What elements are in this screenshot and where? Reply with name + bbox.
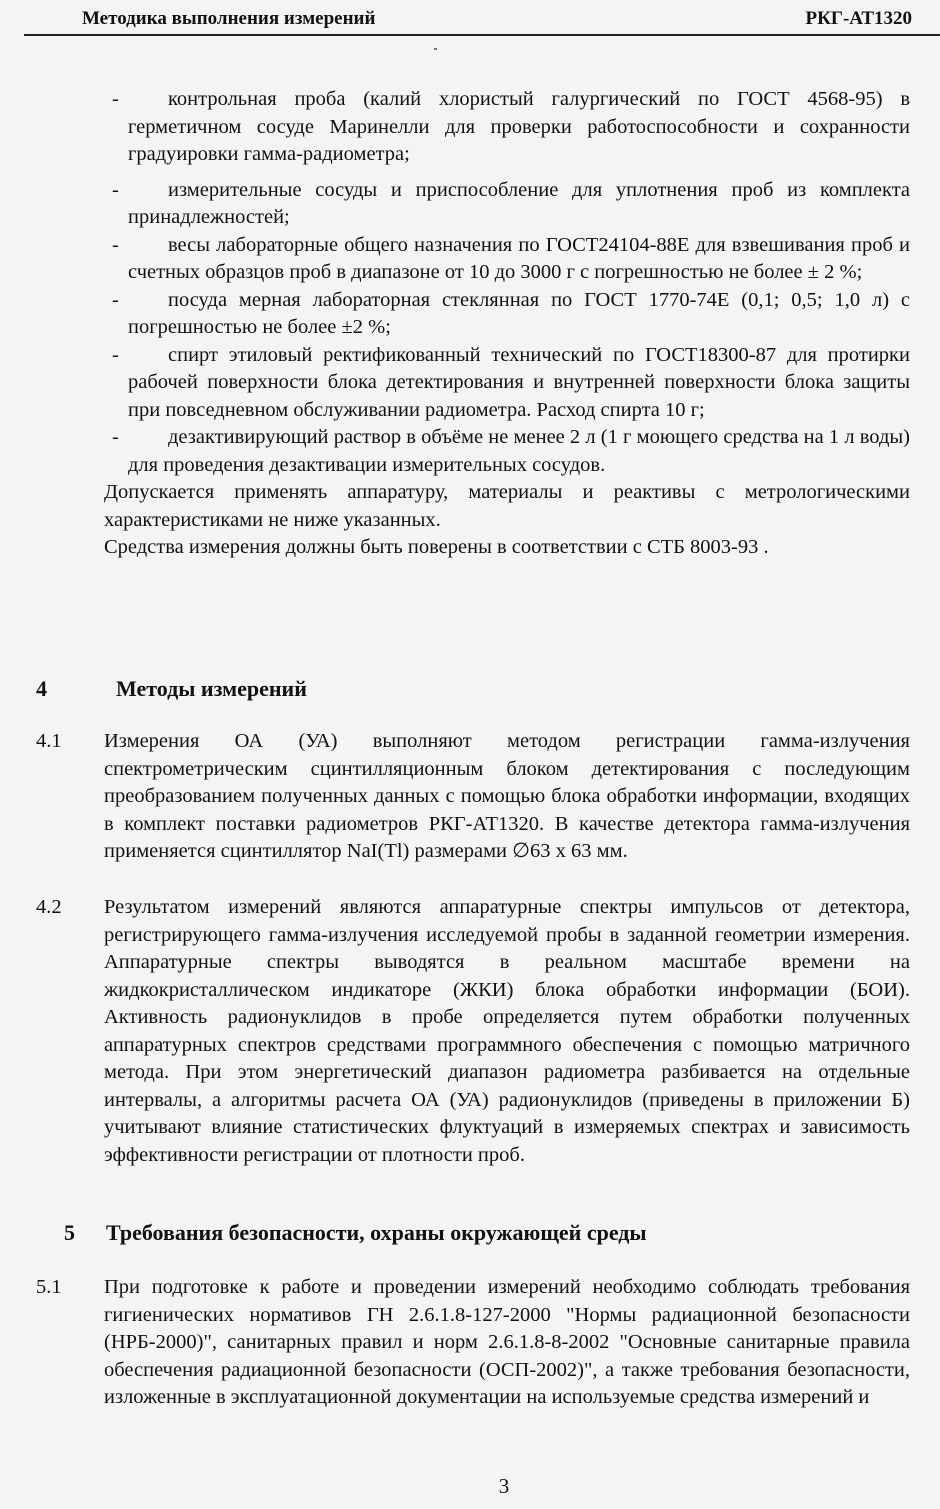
clause-5-1: [36, 1274, 910, 1412]
page-header: [24, 4, 940, 36]
clause-4-2: [36, 894, 910, 1169]
section-title: Методы измерений: [116, 676, 307, 701]
list-item: - дезактивирующий раствор в объёме не менее 2 л (1 г моющего средства на 1 л воды) для проведения дезактивации измерительных сосудов.: [112, 426, 910, 476]
list-item: - измерительные сосуды и приспособление для уплотнения проб из комплекта принадлежностей;: [112, 178, 910, 228]
list-item: - спирт этиловый ректификованный технический по ГОСТ18300-87 для протирки рабочей поверхности блока детектирования и внутренней поверхности блока защиты при повседневном обслуживании радиометра. Расход спирта 10 г;: [112, 343, 910, 421]
list-item-text: спирт этиловый ректификованный технический по ГОСТ18300-87 для протирки рабочей поверхности блока детектирования и внутренней поверхности блока защиты при повседневном обслуживании радиометра. Расход спирта 10 г;: [128, 343, 910, 421]
clause-text: Измерения ОА (УА) выполняют методом регистрации гамма-излучения спектрометрическим сцинтилляционным блоком детектирования с последующим преобразованием полученных данных с помощью блока обработки информации, входящих в комплект поставки радиометров РКГ-АТ1320. В качестве детектора гамма-излучения применяется сцинтиллятор NaI(Tl) размерами ∅63 х 63 мм.: [104, 730, 910, 862]
scan-speck: [434, 48, 437, 50]
header-document-title: Методика выполнения измерений: [82, 8, 376, 29]
list-item-text: весы лабораторные общего назначения по ГОСТ24104-88Е для взвешивания проб и счетных образцов проб в диапазоне от 10 до 3000 г с погрешностью не более ± 2 %;: [128, 233, 910, 283]
equipment-list: [104, 86, 910, 562]
list-item: - весы лабораторные общего назначения по ГОСТ24104-88Е для взвешивания проб и счетных образцов проб в диапазоне от 10 до 3000 г с погрешностью не более ± 2 %;: [112, 233, 910, 283]
section-title: Требования безопасности, охраны окружающей среды: [106, 1220, 647, 1245]
header-device-code: РКГ-АТ1320: [805, 8, 912, 29]
paragraph-allowed-equipment: Допускается применять аппаратуру, материалы и реактивы с метрологическими характеристиками не ниже указанных.: [104, 481, 910, 531]
section-5-heading: [64, 1220, 647, 1246]
clause-text: При подготовке к работе и проведении измерений необходимо соблюдать требования гигиенических нормативов ГН 2.6.1.8-127-2000 "Нормы радиационной безопасности (НРБ-2000)", санитарных правил и норм 2.6.1.8-8-2002 "Основные санитарные правила обеспечения радиационной безопасности (ОСП-2002)", а также требования безопасности, изложенные в эксплуатационной документации на используемые средства измерений и: [104, 1276, 910, 1408]
page-number: 3: [498, 1474, 510, 1498]
list-item-text: дезактивирующий раствор в объёме не менее 2 л (1 г моющего средства на 1 л воды) для проведения дезактивации измерительных сосудов.: [128, 426, 910, 476]
section-number: 5: [64, 1220, 75, 1245]
clause-4-1: [36, 728, 910, 866]
list-item: - контрольная проба (калий хлористый галургический по ГОСТ 4568-95) в герметичном сосуде Маринелли для проверки работоспособности и сохранности градуировки гамма-радиометра;: [112, 88, 910, 165]
clause-number: 4.1: [36, 730, 62, 752]
clause-text: Результатом измерений являются аппаратурные спектры импульсов от детектора, регистрирующего гамма-излучения исследуемой пробы в заданной геометрии измерения. Аппаратурные спектры выводятся в реальном масштабе времени на жидкокристаллическом индикаторе (ЖКИ) блока обработки информации (БОИ). Активность радионуклидов в пробе определяется путем обработки полученных аппаратурных спектров средствами программного обеспечения с помощью матричного метода. При этом энергетический диапазон радиометра разбивается на отдельные интервалы, а алгоритмы расчета ОА (УА) радионуклидов (приведены в приложении Б) учитывают влияние статистических флуктуаций в измеряемых спектрах и зависимость эффективности регистрации от плотности проб.: [104, 896, 910, 1166]
list-item-text: контрольная проба (калий хлористый галургический по ГОСТ 4568-95) в герметичном сосуде Маринелли для проверки работоспособности и сохранности градуировки гамма-радиометра;: [128, 88, 910, 165]
clause-number: 5.1: [36, 1276, 62, 1298]
list-item-text: посуда мерная лабораторная стеклянная по ГОСТ 1770-74Е (0,1; 0,5; 1,0 л) с погрешностью не более ±2 %;: [128, 288, 910, 338]
section-number: 4: [36, 676, 47, 701]
clause-number: 4.2: [36, 896, 62, 918]
list-item: - посуда мерная лабораторная стеклянная по ГОСТ 1770-74Е (0,1; 0,5; 1,0 л) с погрешностью не более ±2 %;: [112, 288, 910, 338]
list-item-text: измерительные сосуды и приспособление для уплотнения проб из комплекта принадлежностей;: [128, 178, 910, 228]
paragraph-verification: Средства измерения должны быть поверены в соответствии с СТБ 8003-93 .: [104, 536, 769, 558]
